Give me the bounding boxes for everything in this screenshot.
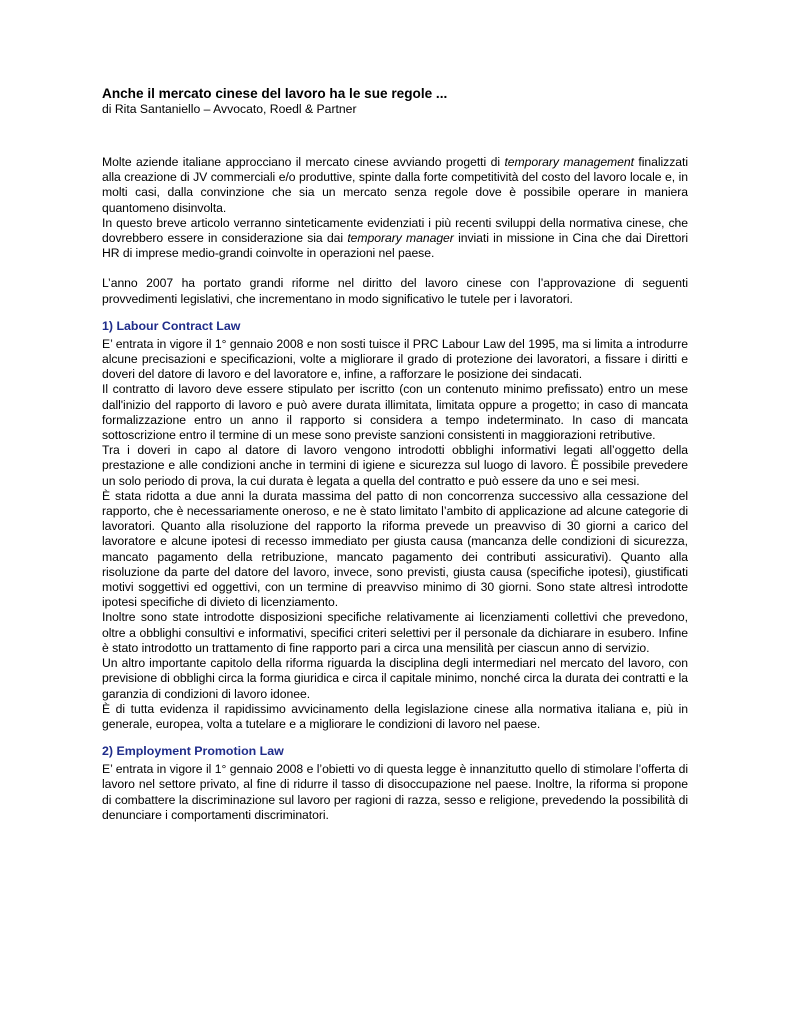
document-page [102,86,688,823]
article-byline: di Rita Santaniello – Avvocato, Roedl & Partner [102,102,357,116]
intro-text: In questo breve articolo verranno sinteticamente evidenziati i più recenti sviluppi della normativa cinese, che dovrebbero essere in considerazione sia dai [102,215,688,246]
section-1-paragraph: Un altro importante capitolo della riforma riguarda la disciplina degli intermediari nel mercato del lavoro, con previsione di obblighi circa la forma giuridica e circa il capitale minimo, nonché circa la durata dei contratti e la garanzia di condizioni di lavoro idonee. [102,656,688,701]
intro-emphasis: temporary management [504,155,634,169]
section-1-paragraph: Tra i doveri in capo al datore di lavoro vengono introdotti obblighi informativi legati all’oggetto della prestazione e alle condizioni anche in termini di igiene e sicurezza sul luogo di lavoro. È possibile prevedere un solo periodo di prova, la cui durata è legata a quella del contratto e può essere da uno e sei mesi. [102,443,688,488]
intro-emphasis: temporary manager [347,231,454,246]
section-1-paragraph: È stata ridotta a due anni la durata massima del patto di non concorrenza successivo alla cessazione del rapporto, che è necessariamente oneroso, e ne è stato limitato l’ambito di applicazione ad alcune categorie di lavoratori. Quanto alla risoluzione del rapporto la riforma prevede un preavviso di 30 giorni a carico del lavoratore e alcune ipotesi di recesso immediato per giusta causa (mancanza delle condizioni di sicurezza, mancato pagamento della retribuzione, mancato pagamento dei contributi assicurativi). Quanto alla risoluzione da parte del datore del lavoro, invece, sono previsti, giusta causa (specifiche ipotesi), giustificati motivi soggettivi ed oggettivi, con un termine di preavviso minimo di 30 giorni. Sono state altresì introdotte ipotesi specifiche di divieto di licenziamento. [102,488,688,610]
intro-text: finalizzati alla creazione di JV commerciali e/o produttive, spinte dalla forte competitività del costo del lavoro locale e, in molti casi, dalla convinzione che sia un mercato senza regole dove è possibile operare in maniera quantomeno disinvolta. [102,155,688,215]
intro-paragraph-2 [102,216,688,262]
paragraph-spacer [102,261,688,276]
section-1-paragraph: Il contratto di lavoro deve essere stipulato per iscritto (con un contenuto minimo prefissato) entro un mese dall'inizio del rapporto di lavoro e può avere durata illimitata, limitata oppure a progetto; in caso di mancata formalizzazione entro un anno il rapporto si considera a tempo indeterminato. In caso di mancata sottoscrizione entro il termine di un mese sono previste sanzioni consistenti in maggiorazioni retributive. [102,382,688,443]
intro-text: inviati in missione in Cina che dai Direttori HR di imprese medio-grandi coinvolte in operazioni nel paese. [102,231,689,261]
section-1-paragraph: Inoltre sono state introdotte disposizioni specifiche relativamente ai licenziamenti collettivi che prevedono, oltre a obblighi consultivi e informativi, specifici criteri selettivi per il personale da dichiarare in esubero. Infine è stato introdotto un trattamento di fine rapporto pari a circa una mensilità per ciascun anno di servizio. [102,610,688,655]
intro-paragraph-3: L’anno 2007 ha portato grandi riforme nel diritto del lavoro cinese con l’approvazione di seguenti provvedimenti legislativi, che incrementano in modo significativo le tutele per i lavoratori. [102,276,688,306]
section-heading-employment-promotion-law: 2) Employment Promotion Law [102,744,284,759]
article-title: Anche il mercato cinese del lavoro ha le sue regole ... [102,86,448,101]
intro-text: Molte aziende italiane approcciano il mercato cinese avviando progetti di [102,155,505,169]
section-heading-labour-contract-law: 1) Labour Contract Law [102,318,241,333]
section-1-paragraph: E’ entrata in vigore il 1° gennaio 2008 e non sosti tuisce il PRC Labour Law del 1995, ma si limita a introdurre alcune precisazioni e specificazioni, volte a migliorare il grado di protezione dei lavoratori, a fissare i diritti e doveri del datore di lavoro e del lavoratore e, infine, a rafforzare le posizione dei sindacati. [102,336,688,382]
section-1-paragraph: È di tutta evidenza il rapidissimo avvicinamento della legislazione cinese alla normativa italiana e, più in generale, europea, volta a tutelare e a migliorare le condizioni di lavoro nel paese. [102,701,688,731]
intro-paragraph-1 [102,155,688,216]
section-2-paragraph: E’ entrata in vigore il 1° gennaio 2008 e l’obietti vo di questa legge è innanzitutto quello di stimolare l’offerta di lavoro nel settore privato, al fine di ridurre il tasso di disoccupazione nel paese. Inoltre, la riforma si propone di combattere la discriminazione sul lavoro per ragioni di razza, sesso e religione, prevedendo la possibilità di denunciare i comportamenti discriminatori. [102,762,688,822]
